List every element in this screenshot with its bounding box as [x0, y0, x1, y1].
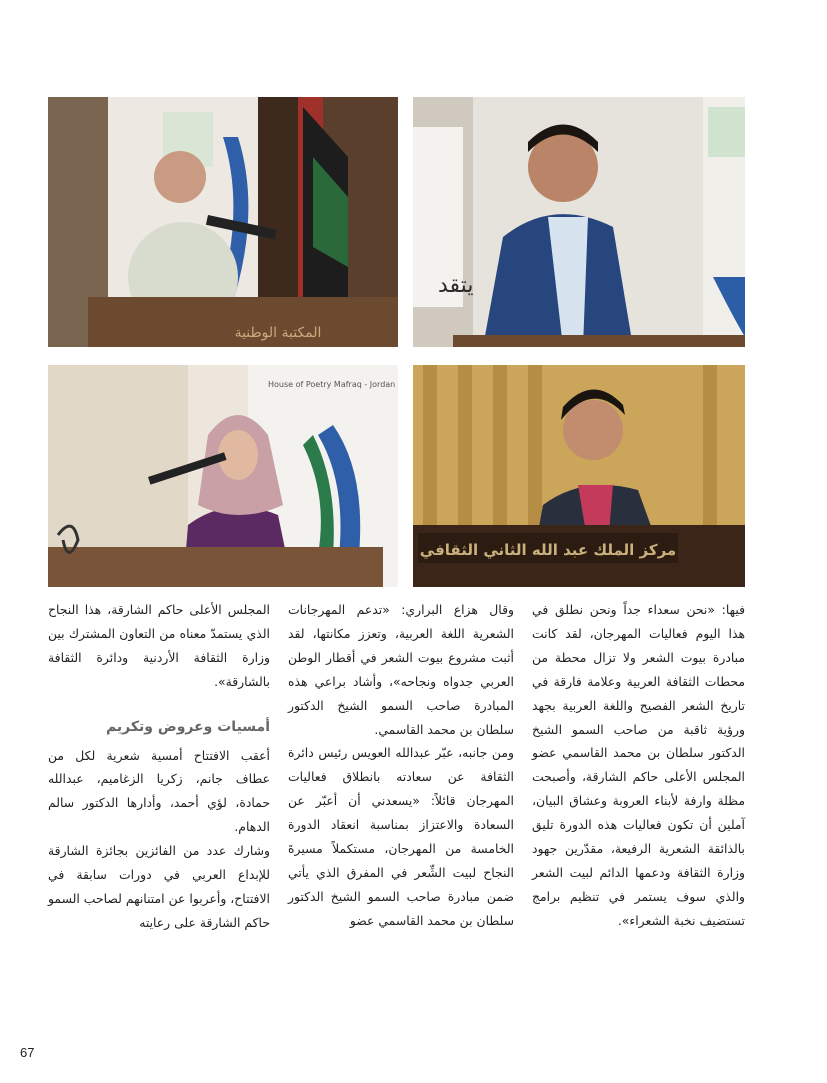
banner-text-3: House of Poetry Mafraq - Jordan	[268, 380, 396, 389]
paragraph-middle-1: وقال هزاع البراري: «تدعم المهرجانات الشعرية اللغة العربية، وتعزز مكانتها، لقد أثبت مشروع بيوت الشعر في أقطار الوطن العربي جدواه ونجاحه»، وأشاد براعي هذه المبادرة صاحب السمو الشيخ الدكتور سلطان بن محمد القاسمي.	[288, 602, 514, 737]
paragraph-left-3: وشارك عدد من الفائزين بجائزة الشارقة للإبداع العربي في دورات سابقة في الافتتاح، وأعربوا عن امتنانهم لصاحب السمو حاكم الشارقة على رعايته	[48, 843, 270, 930]
photo-man-blue-suit	[413, 97, 745, 347]
paragraph-left-1: المجلس الأعلى حاكم الشارقة، هذا النجاح الذي يستمدّ معناه من التعاون المشترك بين وزارة الثقافة الأردنية ودائرة الثقافة بالشارقة».	[48, 602, 270, 689]
banner-text-2: يتقد	[438, 273, 474, 298]
podium-text-1: المكتبة الوطنية	[234, 325, 322, 341]
page-number: 67	[20, 1045, 35, 1060]
section-heading: أمسيات وعروض وتكريم	[105, 718, 270, 735]
paragraph-right: فيها: «نحن سعداء جداً ونحن نطلق في هذا اليوم فعاليات المهرجان، لقد كانت مبادرة بيوت الشعر ولا تزال محطة من محطات الثقافة العربية وعلامة فارقة في تاريخ الشعر الفصيح واللغة العربية بجهد ورؤية ثاقبة من صاحب السمو الشيخ الدكتور سلطان بن محمد القاسمي عضو المجلس الأعلى حاكم الشارقة، وأصبحت مظلة وارفة لأبناء العروبة وعشاق البيان، آملين أن تكون فعاليات هذه الدورة تليق بالذائقة الشعرية الرفيعة، مقدّرين جهود وزارة الثقافة ودعمها الدائم لبيت الشعر والذي سوف يستمر في تنظيم برامج تستضيف نخبة الشعراء».	[532, 602, 745, 928]
photo-woman-speaker	[48, 365, 398, 587]
column-right	[532, 598, 745, 933]
photo-elderly-speaker	[48, 97, 398, 347]
column-middle	[288, 598, 514, 933]
paragraph-middle-2: ومن جانبه، عبّر عبدالله العويس رئيس دائرة الثقافة عن سعادته بانطلاق فعاليات المهرجان قائلاً: «يسعدني أن أعبّر عن السعادة والاعتزاز بمناسبة انعقاد الدورة الخامسة من المهرجان، مستكملاً مسيرةَ النجاح لبيت الشِّعر في المفرق الذي يأتي ضمن مبادرة صاحب السمو الشيخ الدكتور سلطان بن محمد القاسمي عضو	[288, 745, 514, 928]
podium-text-4: مركز الملك عبد الله الثاني الثقافي	[419, 541, 677, 559]
column-left	[48, 598, 270, 935]
photo-young-man-lectern	[413, 365, 745, 587]
paragraph-left-2: أعقب الافتتاح أمسية شعرية لكل من عطاف جانم، زكريا الزغاميم، عبدالله حمادة، لؤي أحمد، وأدارها الدكتور سالم الدهام.	[48, 747, 270, 835]
